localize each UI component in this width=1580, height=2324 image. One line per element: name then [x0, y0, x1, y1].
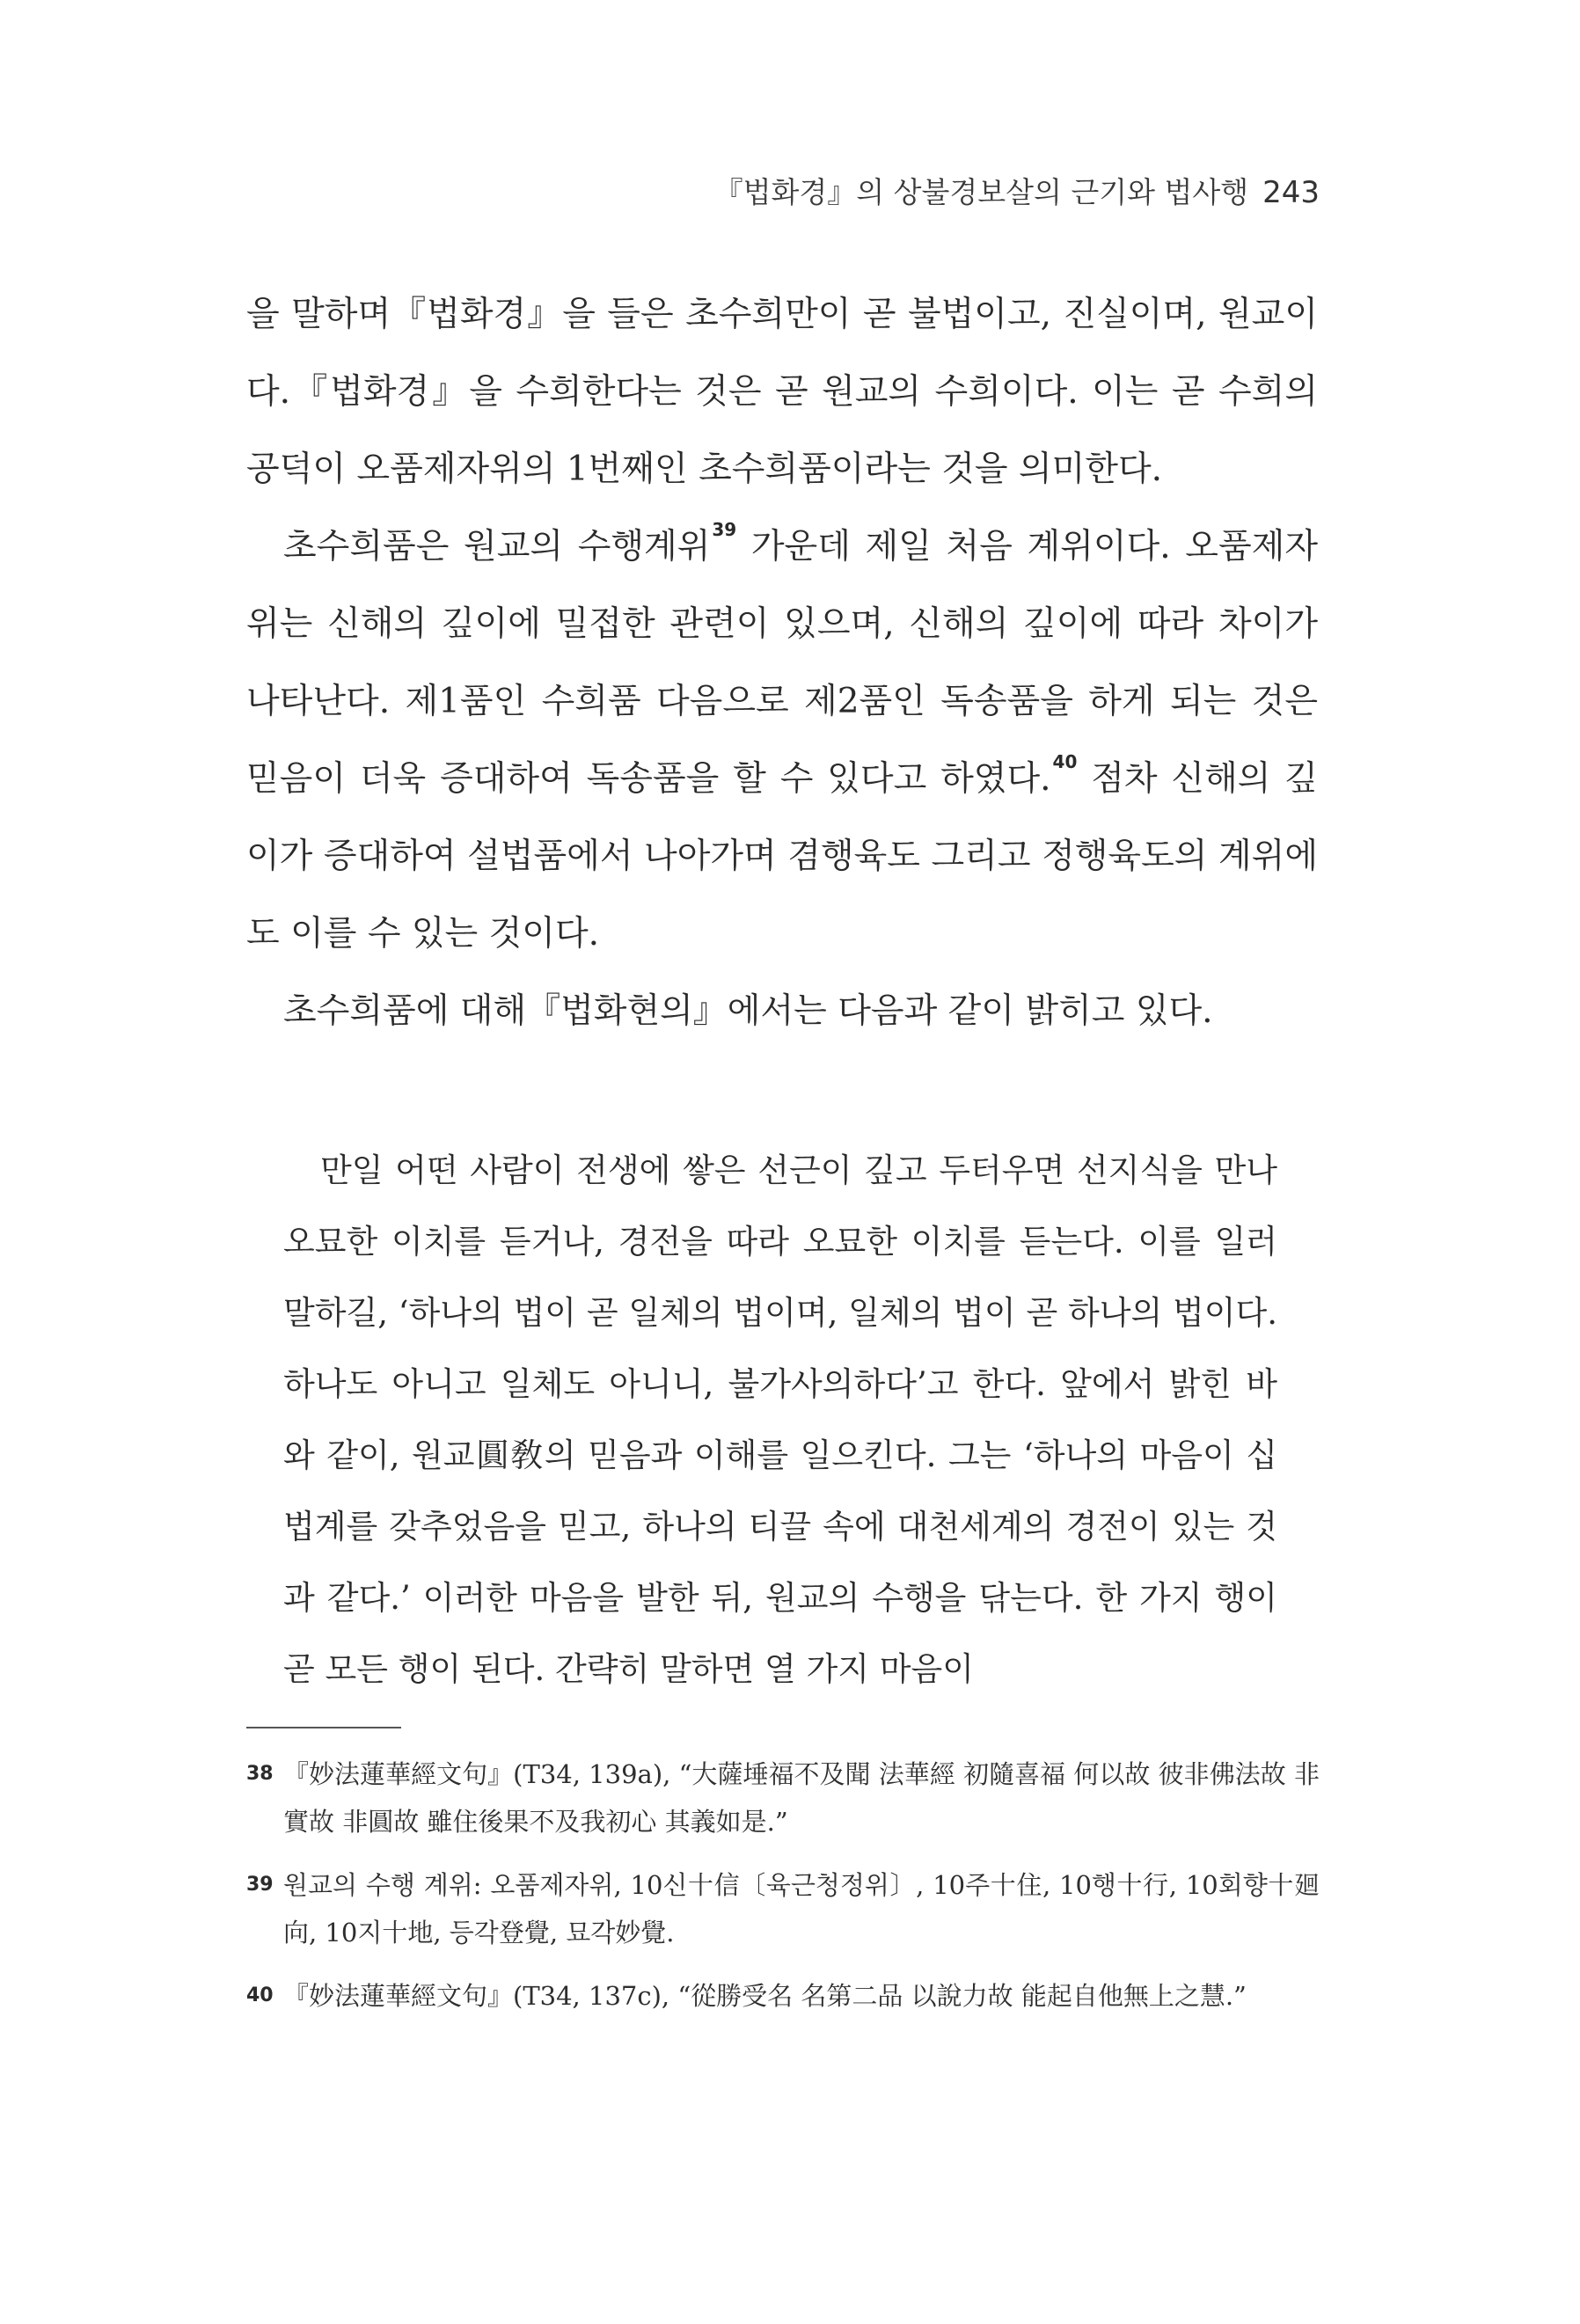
paragraph-2-text-b: 가운데 제일 처음 계위이다. 오품제자위는 신해의 깊이에 밀접한 관련이 있으며, 신해의 깊이에 따라 차이가 나타난다. 제1품인 수희품 다음으로 제2품인 독송품을 하게 되는 것은 믿음이 더욱 증대하여 독송품을 할 수 있다고 하였다.	[246, 527, 1318, 799]
footnote-text: 원교의 수행 계위: 오품제자위, 10신十信〔육근청정위〕, 10주十住, 10행十行, 10회향十廻向, 10지十地, 등각登覺, 묘각妙覺.	[283, 1870, 1320, 1948]
footnote-ref-39[interactable]: 39	[712, 519, 737, 540]
footnote-text: 『妙法蓮華經文句』(T34, 139a), “大薩埵福不及聞 法華經 初隨喜福 何以故 彼非佛法故 非實故 非圓故 雖住後果不及我初心 其義如是.”	[283, 1759, 1320, 1837]
paragraph-3: 초수희품에 대해『법화현의』에서는 다음과 같이 밝히고 있다.	[283, 991, 1213, 1031]
main-text	[246, 276, 1318, 1050]
paragraph-1: 을 말하며『법화경』을 들은 초수희만이 곧 불법이고, 진실이며, 원교이다.『법화경』을 수희한다는 것은 곧 원교의 수희이다. 이는 곧 수희의 공덕이 오품제자위의 1번째인 초수희품이라는 것을 의미한다.	[246, 295, 1318, 489]
footnote-ref-40[interactable]: 40	[1052, 751, 1078, 772]
paragraph-2-text-a: 초수희품은 원교의 수행계위	[283, 527, 711, 566]
footnote-number: 39	[246, 1874, 274, 1896]
paragraph-2	[246, 508, 1318, 973]
footnote-divider	[246, 1727, 401, 1728]
footnote-number: 40	[246, 1984, 274, 2006]
footnote-38	[246, 1750, 1320, 1845]
footnotes	[246, 1750, 1320, 2035]
running-header	[246, 172, 1320, 213]
footnote-text: 『妙法蓮華經文句』(T34, 137c), “從勝受名 名第二品 以說力故 能起自他無上之慧.”	[283, 1981, 1247, 2011]
running-title: 『법화경』의 상불경보살의 근기와 법사행	[713, 175, 1249, 209]
footnote-40	[246, 1972, 1320, 2020]
footnote-39	[246, 1861, 1320, 1956]
paragraph-2-text-c: 점차 신해의 깊이가 증대하여 설법품에서 나아가며 겸행육도 그리고 정행육도의 계위에도 이를 수 있는 것이다.	[246, 759, 1318, 954]
page-number: 243	[1262, 175, 1320, 210]
block-quote: 만일 어떤 사람이 전생에 쌓은 선근이 깊고 두터우면 선지식을 만나 오묘한 이치를 듣거나, 경전을 따라 오묘한 이치를 듣는다. 이를 일러 말하길, ‘하나의 법이 곧 일체의 법이며, 일체의 법이 곧 하나의 법이다. 하나도 아니고 일체도 아니니, 불가사의하다’고 한다. 앞에서 밝힌 바와 같이, 원교圓敎의 믿음과 이해를 일으킨다. 그는 ‘하나의 마음이 십법계를 갖추었음을 믿고, 하나의 티끌 속에 대천세계의 경전이 있는 것과 같다.’ 이러한 마음을 발한 뒤, 원교의 수행을 닦는다. 한 가지 행이 곧 모든 행이 된다. 간략히 말하면 열 가지 마음이	[283, 1151, 1277, 1688]
footnote-number: 38	[246, 1763, 274, 1785]
